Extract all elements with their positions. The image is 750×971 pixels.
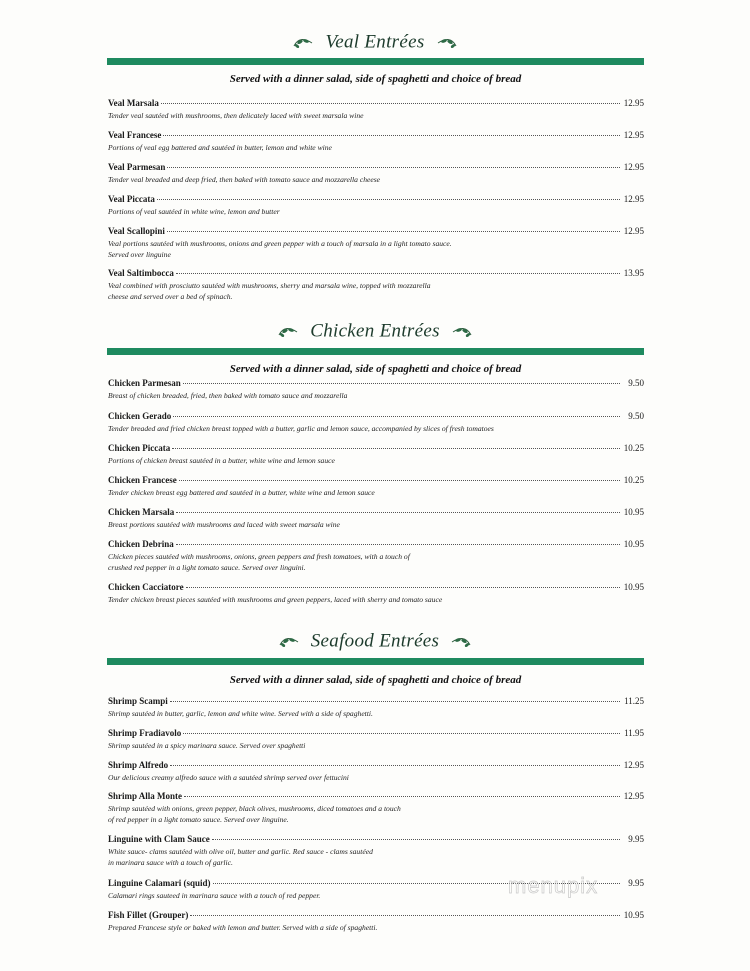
item-name: Chicken Parmesan — [108, 378, 181, 388]
menu-item — [108, 728, 644, 751]
item-name: Chicken Francese — [108, 475, 177, 485]
vine-ornament-right-icon — [436, 36, 458, 50]
item-description: Veal combined with prosciutto sautéed with mushrooms, sherry and marsala wine, topped with mozzarella cheese and served over a bed of spinach. — [108, 281, 431, 301]
item-price: 12.95 — [623, 760, 644, 770]
leader-dots — [190, 914, 620, 916]
item-description: Chicken pieces sautéed with mushrooms, onions, green peppers and fresh tomatoes, with a touch of crushed red pepper in a light tomato sauce. Served over linguini. — [108, 552, 410, 572]
item-price: 10.25 — [623, 443, 644, 453]
item-price: 12.95 — [623, 194, 644, 204]
menu-item — [108, 162, 644, 185]
item-price: 12.95 — [623, 130, 644, 140]
item-price: 11.95 — [624, 728, 644, 738]
item-price: 10.95 — [623, 582, 644, 592]
item-name: Shrimp Alfredo — [108, 760, 169, 770]
leader-dots — [184, 795, 620, 797]
leader-dots — [186, 586, 620, 588]
menu-item — [108, 507, 644, 530]
item-description: Veal portions sautéed with mushrooms, onions and green pepper with a touch of marsala in a light tomato sauce. Served over linguine — [108, 239, 452, 259]
seafood-divider-bar — [107, 658, 644, 665]
item-price: 12.95 — [623, 162, 644, 172]
item-description: Portions of veal egg battered and sautéed in butter, lemon and white wine — [108, 143, 332, 152]
menu-item — [108, 696, 644, 719]
veal-divider-bar — [107, 58, 644, 65]
veal-section-header — [0, 29, 750, 55]
item-name: Chicken Cacciatore — [108, 582, 184, 592]
item-price: 10.25 — [623, 475, 644, 485]
leader-dots — [170, 764, 620, 766]
item-description: Tender veal breaded and deep fried, then baked with tomato sauce and mozzarella cheese — [108, 175, 381, 184]
item-description: White sauce- clams sautéed with olive oil, butter and garlic. Red sauce - clams sautéed in marinara sauce with a touch of garlic. — [108, 847, 373, 867]
leader-dots — [212, 838, 620, 840]
leader-dots — [172, 447, 620, 449]
chicken-section-header — [0, 318, 750, 344]
leader-dots — [161, 102, 620, 104]
veal-subtitle: Served with a dinner salad, side of spaghetti and choice of bread — [229, 73, 522, 85]
item-description: Shrimp sautéed in butter, garlic, lemon and white wine. Served with a side of spaghetti. — [108, 709, 373, 718]
vine-ornament-left-icon — [278, 635, 300, 649]
item-description: Tender chicken breast pieces sautéed with mushrooms and green peppers, laced with sherry and tomato sauce — [108, 595, 443, 604]
menu-item — [108, 268, 644, 302]
item-description: Shrimp sautéed in a spicy marinara sauce. Served over spaghetti — [108, 741, 306, 750]
vine-ornament-right-icon — [450, 635, 472, 649]
item-price: 11.25 — [624, 696, 644, 706]
veal-section-title: Veal Entrées — [325, 31, 425, 53]
item-description: Portions of veal sautéed in white wine, lemon and butter — [108, 207, 280, 216]
menu-item — [108, 194, 644, 217]
item-name: Veal Parmesan — [108, 162, 166, 172]
leader-dots — [179, 479, 620, 481]
chicken-section-title: Chicken Entrées — [310, 320, 440, 342]
item-name: Chicken Piccata — [108, 443, 171, 453]
item-name: Fish Fillet (Grouper) — [108, 910, 189, 920]
leader-dots — [183, 382, 620, 384]
leader-dots — [176, 272, 620, 274]
leader-dots — [167, 230, 620, 232]
item-description: Tender veal sautéed with mushrooms, then delicately laced with sweet marsala wine — [108, 111, 364, 120]
seafood-section-title: Seafood Entrées — [310, 630, 440, 652]
menu-item — [108, 475, 644, 498]
item-name: Chicken Marsala — [108, 507, 175, 517]
item-description: Prepared Francese style or baked with lemon and butter. Served with a side of spaghetti. — [108, 923, 378, 932]
chicken-divider-bar — [107, 348, 644, 355]
item-price: 9.95 — [628, 878, 644, 888]
menupix-watermark: menupix — [508, 873, 599, 898]
item-price: 12.95 — [623, 226, 644, 236]
item-price: 10.95 — [623, 910, 644, 920]
item-name: Shrimp Fradiavolo — [108, 728, 182, 738]
item-name: Chicken Debrina — [108, 539, 174, 549]
menu-item — [108, 98, 644, 121]
vine-ornament-left-icon — [277, 325, 299, 339]
menu-item — [108, 411, 644, 434]
item-description: Shrimp sautéed with onions, green pepper, black olives, mushrooms, diced tomatoes and a touch of red pepper in a light tomato sauce. Served over linguine. — [108, 804, 401, 824]
item-price: 9.95 — [628, 834, 644, 844]
menu-item — [108, 443, 644, 466]
item-name: Veal Piccata — [108, 194, 155, 204]
item-name: Veal Marsala — [108, 98, 159, 108]
item-price: 13.95 — [623, 268, 644, 278]
leader-dots — [157, 198, 620, 200]
leader-dots — [173, 415, 620, 417]
item-price: 12.95 — [623, 791, 644, 801]
item-price: 9.50 — [628, 378, 644, 388]
seafood-section-header — [0, 628, 750, 654]
menu-item — [108, 226, 644, 260]
vine-ornament-right-icon — [451, 325, 473, 339]
menu-item — [108, 910, 644, 933]
menu-item — [108, 378, 644, 401]
menu-item — [108, 760, 644, 783]
chicken-subtitle: Served with a dinner salad, side of spaghetti and choice of bread — [229, 363, 522, 375]
item-name: Veal Scallopini — [108, 226, 165, 236]
menu-item — [108, 539, 644, 573]
item-description: Breast portions sautéed with mushrooms and laced with sweet marsala wine — [108, 520, 340, 529]
item-description: Tender chicken breast egg battered and sautéed in a butter, white wine and lemon sauce — [108, 488, 375, 497]
item-name: Linguine with Clam Sauce — [108, 834, 210, 844]
leader-dots — [167, 166, 620, 168]
item-price: 12.95 — [623, 98, 644, 108]
menu-item — [108, 834, 644, 868]
item-name: Shrimp Scampi — [108, 696, 168, 706]
item-description: Portions of chicken breast sautéed in a butter, white wine and lemon sauce — [108, 456, 335, 465]
item-price: 9.50 — [628, 411, 644, 421]
leader-dots — [170, 700, 620, 702]
item-name: Shrimp Alla Monte — [108, 791, 183, 801]
vine-ornament-left-icon — [292, 36, 314, 50]
leader-dots — [163, 134, 620, 136]
menu-item — [108, 130, 644, 153]
seafood-subtitle: Served with a dinner salad, side of spaghetti and choice of bread — [229, 674, 522, 686]
item-description: Tender breaded and fried chicken breast topped with a butter, garlic and lemon sauce, accompanied by slices of fresh tomatoes — [108, 424, 494, 433]
item-name: Veal Francese — [108, 130, 162, 140]
item-name: Veal Saltimbocca — [108, 268, 174, 278]
menu-item — [108, 582, 644, 605]
item-price: 10.95 — [623, 507, 644, 517]
leader-dots — [176, 511, 620, 513]
leader-dots — [183, 732, 620, 734]
item-description: Our delicious creamy alfredo sauce with a sautéed shrimp served over fettucini — [108, 773, 349, 782]
item-description: Breast of chicken breaded, fried, then baked with tomato sauce and mozzarella — [108, 391, 348, 400]
item-name: Chicken Gerado — [108, 411, 172, 421]
item-name: Linguine Calamari (squid) — [108, 878, 211, 888]
item-price: 10.95 — [623, 539, 644, 549]
menu-item — [108, 791, 644, 825]
item-description: Calamari rings sauteed in marinara sauce with a touch of red pepper. — [108, 891, 321, 900]
leader-dots — [176, 543, 620, 545]
